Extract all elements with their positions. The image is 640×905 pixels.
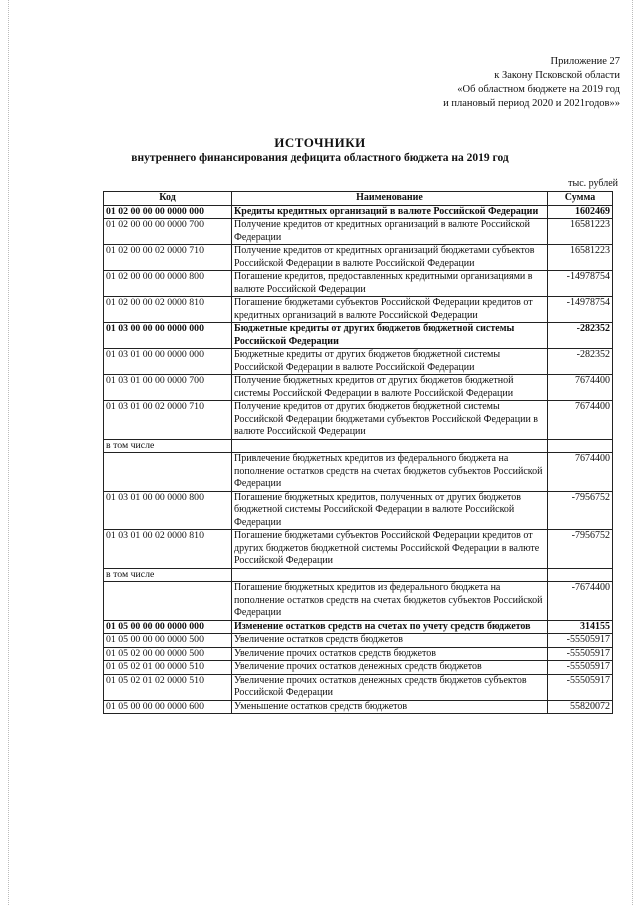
row-name: Получение кредитов от кредитных организаций бюджетами субъектов Российской Федерации в валюте Российской Федерации <box>232 245 548 271</box>
row-name: Получение кредитов от кредитных организаций в валюте Российской Федерации <box>232 219 548 245</box>
row-name: Увеличение прочих остатков средств бюджетов <box>232 647 548 661</box>
header-code: Код <box>104 192 232 206</box>
row-code: 01 05 00 00 00 0000 600 <box>104 700 232 714</box>
row-name: Погашение бюджетами субъектов Российской Федерации кредитов от кредитных организаций в валюте Российской Федерации <box>232 297 548 323</box>
row-name: Увеличение прочих остатков денежных средств бюджетов субъектов Российской Федерации <box>232 674 548 700</box>
row-code: в том числе <box>104 439 232 453</box>
row-amount: -282352 <box>548 349 613 375</box>
table-row <box>104 401 613 440</box>
row-amount: -7956752 <box>548 491 613 530</box>
row-amount: 314155 <box>548 620 613 634</box>
row-amount: 16581223 <box>548 245 613 271</box>
row-code: 01 05 02 01 02 0000 510 <box>104 674 232 700</box>
appendix-line-3: «Об областном бюджете на 2019 год <box>457 84 620 95</box>
table-row <box>104 674 613 700</box>
table-row <box>104 661 613 675</box>
sources-table <box>103 191 613 714</box>
row-code: 01 03 01 00 00 0000 000 <box>104 349 232 375</box>
row-amount: 55820072 <box>548 700 613 714</box>
table-row <box>104 491 613 530</box>
table-row <box>104 245 613 271</box>
row-name: Уменьшение остатков средств бюджетов <box>232 700 548 714</box>
table-row <box>104 349 613 375</box>
row-code <box>104 453 232 492</box>
row-name: Кредиты кредитных организаций в валюте Российской Федерации <box>232 205 548 219</box>
row-amount: 16581223 <box>548 219 613 245</box>
table-row <box>104 453 613 492</box>
row-amount: 7674400 <box>548 453 613 492</box>
table-row <box>104 620 613 634</box>
row-amount: -14978754 <box>548 297 613 323</box>
appendix-line-2: к Закону Псковской области <box>494 70 620 81</box>
row-name: Бюджетные кредиты от других бюджетов бюджетной системы Российской Федерации в валюте Российской Федерации <box>232 349 548 375</box>
row-amount: 1602469 <box>548 205 613 219</box>
appendix-header <box>443 55 620 111</box>
row-amount: -55505917 <box>548 634 613 648</box>
document-title: ИСТОЧНИКИ <box>274 135 366 150</box>
row-name: Получение бюджетных кредитов от других бюджетов бюджетной системы Российской Федерации в валюте Российской Федерации <box>232 375 548 401</box>
table-row <box>104 219 613 245</box>
row-code: 01 05 00 00 00 0000 500 <box>104 634 232 648</box>
table-row <box>104 323 613 349</box>
row-amount: -55505917 <box>548 647 613 661</box>
table-header-row <box>104 192 613 206</box>
row-amount <box>548 439 613 453</box>
row-name: Увеличение остатков средств бюджетов <box>232 634 548 648</box>
row-amount: -7674400 <box>548 582 613 621</box>
row-code <box>104 582 232 621</box>
row-amount: -7956752 <box>548 530 613 569</box>
row-code: 01 02 00 00 00 0000 800 <box>104 271 232 297</box>
header-name: Наименование <box>232 192 548 206</box>
table-row <box>104 205 613 219</box>
row-amount: -55505917 <box>548 661 613 675</box>
table-row <box>104 634 613 648</box>
row-amount: -282352 <box>548 323 613 349</box>
table-body <box>104 205 613 714</box>
row-code: 01 03 01 00 00 0000 800 <box>104 491 232 530</box>
row-code: 01 02 00 00 00 0000 000 <box>104 205 232 219</box>
row-code: 01 02 00 00 02 0000 710 <box>104 245 232 271</box>
row-name: Погашение бюджетами субъектов Российской Федерации кредитов от других бюджетов бюджетной системы Российской Федерации в валюте Российской Федерации <box>232 530 548 569</box>
table-row <box>104 568 613 582</box>
table-row <box>104 271 613 297</box>
units-label: тыс. рублей <box>568 178 618 189</box>
row-name: Бюджетные кредиты от других бюджетов бюджетной системы Российской Федерации <box>232 323 548 349</box>
row-amount: 7674400 <box>548 375 613 401</box>
table-row <box>104 530 613 569</box>
row-code: 01 03 01 00 02 0000 810 <box>104 530 232 569</box>
row-name: Погашение бюджетных кредитов, полученных от других бюджетов бюджетной системы Российской Федерации в валюте Российской Федерации <box>232 491 548 530</box>
row-code: 01 03 01 00 02 0000 710 <box>104 401 232 440</box>
table-row <box>104 439 613 453</box>
row-name: Привлечение бюджетных кредитов из федерального бюджета на пополнение остатков средств на счетах бюджетов субъектов Российской Федерации <box>232 453 548 492</box>
row-code: 01 03 00 00 00 0000 000 <box>104 323 232 349</box>
table-row <box>104 700 613 714</box>
row-code: 01 02 00 00 02 0000 810 <box>104 297 232 323</box>
row-name: Погашение бюджетных кредитов из федерального бюджета на пополнение остатков средств на счетах бюджетов субъектов Российской Федерации <box>232 582 548 621</box>
row-code: в том числе <box>104 568 232 582</box>
row-code: 01 02 00 00 00 0000 700 <box>104 219 232 245</box>
row-code: 01 05 02 01 00 0000 510 <box>104 661 232 675</box>
row-name <box>232 568 548 582</box>
appendix-line-1: Приложение 27 <box>550 56 620 67</box>
row-code: 01 03 01 00 00 0000 700 <box>104 375 232 401</box>
appendix-line-4: и плановый период 2020 и 2021годов»» <box>443 98 620 109</box>
row-name: Изменение остатков средств на счетах по учету средств бюджетов <box>232 620 548 634</box>
table-row <box>104 647 613 661</box>
table-row <box>104 297 613 323</box>
row-amount: -14978754 <box>548 271 613 297</box>
row-code: 01 05 00 00 00 0000 000 <box>104 620 232 634</box>
table-row <box>104 582 613 621</box>
document-subtitle: внутреннего финансирования дефицита областного бюджета на 2019 год <box>131 152 509 164</box>
row-amount: 7674400 <box>548 401 613 440</box>
row-name: Погашение кредитов, предоставленных кредитными организациями в валюте Российской Федерации <box>232 271 548 297</box>
row-name: Получение кредитов от других бюджетов бюджетной системы Российской Федерации бюджетами субъектов Российской Федерации в валюте Российской Федерации <box>232 401 548 440</box>
row-amount <box>548 568 613 582</box>
table-row <box>104 375 613 401</box>
row-code: 01 05 02 00 00 0000 500 <box>104 647 232 661</box>
row-name <box>232 439 548 453</box>
header-amount: Сумма <box>548 192 613 206</box>
row-amount: -55505917 <box>548 674 613 700</box>
row-name: Увеличение прочих остатков денежных средств бюджетов <box>232 661 548 675</box>
